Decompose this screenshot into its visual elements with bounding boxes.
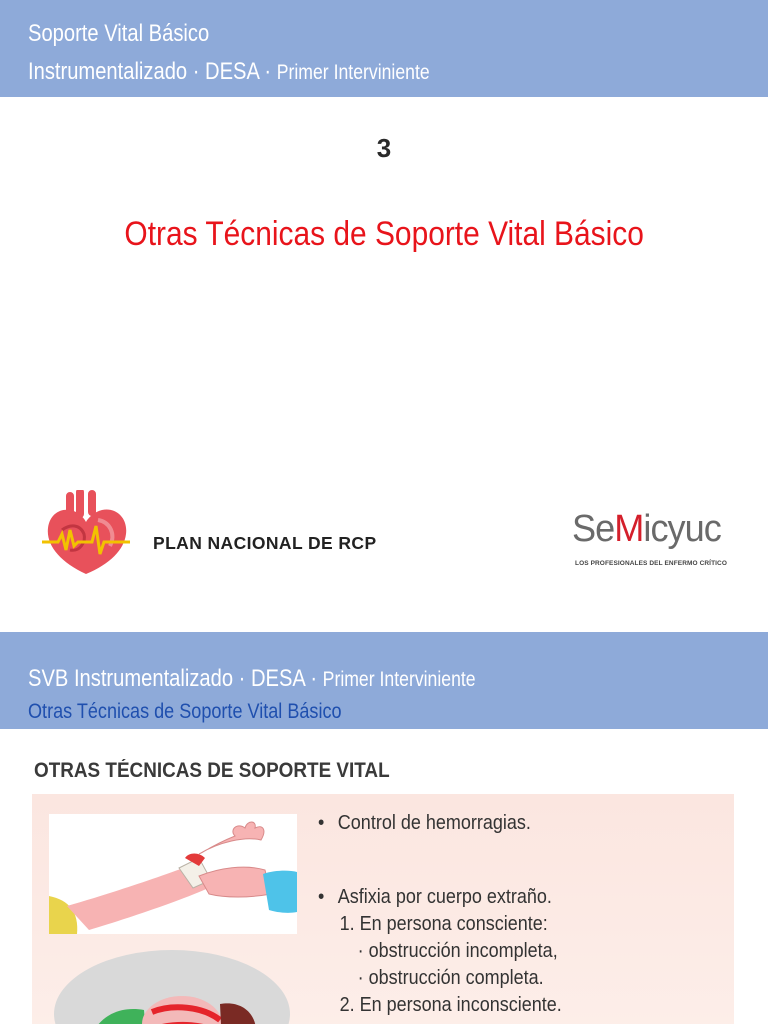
slide-content [0,632,768,1024]
header-line-2-main: Instrumentalizado · DESA · [28,58,277,85]
header-line-2-small: Primer Interviniente [276,61,430,84]
brand-suffix: icyuc [643,508,721,550]
sub-item: 2. En persona inconsciente. [339,994,562,1016]
bullet-item: • Asfixia por cuerpo extraño. [318,886,552,908]
header-line-1-main: SVB Instrumentalizado · DESA · [28,665,323,692]
bullet-text: Asfixia por cuerpo extraño. [337,886,552,908]
section-title: OTRAS TÉCNICAS DE SOPORTE VITAL [34,759,390,782]
chapter-title-text: Otras Técnicas de Soporte Vital Básico [124,215,644,253]
slide-header [0,0,768,97]
header-line-2 [28,58,430,86]
semicyuc-logo [572,508,728,570]
chapter-number: 3 [376,133,392,163]
bullet-item: • Control de hemorragias. [318,812,531,834]
semicyuc-tagline: LOS PROFESIONALES DEL ENFERMO CRÍTICO [575,560,728,567]
sub-item: · obstrucción incompleta, [357,940,558,962]
slide-header [0,632,768,729]
header-line-1 [28,665,476,693]
chapter-title [0,215,768,254]
heart-ecg-logo-icon [40,490,132,582]
header-line-1-small: Primer Interviniente [322,668,476,691]
header-line-1: Soporte Vital Básico [28,20,210,47]
sub-item: · obstrucción completa. [357,967,544,989]
sub-item: 1. En persona consciente: [339,913,548,935]
brand-prefix: Se [572,508,615,550]
header-subtitle: Otras Técnicas de Soporte Vital Básico [28,700,342,723]
bullet-text: Control de hemorragias. [337,812,531,834]
brand-highlight: M [614,508,644,550]
content-panel [32,794,734,1024]
plan-nacional-label: PLAN NACIONAL DE RCP [153,533,377,553]
choking-person-illustration-icon [52,944,292,1024]
semicyuc-wordmark [572,508,721,551]
arm-bandage-illustration-icon [49,814,297,934]
